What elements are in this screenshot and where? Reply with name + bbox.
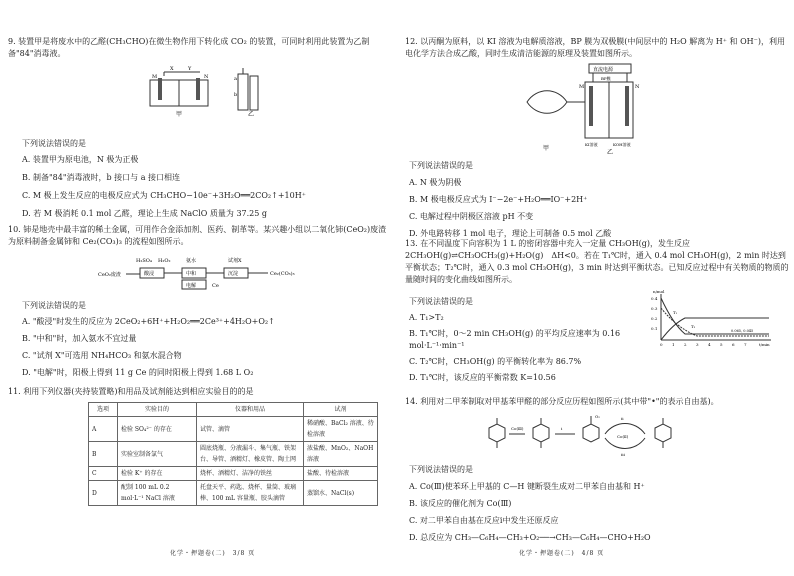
table-row <box>89 417 378 442</box>
question-9-option-a: A. 装置甲为原电池，N 极为正极 <box>22 155 139 164</box>
question-13-prompt: 下列说法错误的是 <box>409 297 473 306</box>
question-9-option-d: D. 若 M 极消耗 0.1 mol 乙醛，理论上生成 NaClO 质量为 37.25 g <box>22 209 268 218</box>
fig12-label-bp: BP膜 <box>601 76 611 81</box>
question-11-stem: 11. 利用下列仪器(夹持装置略)和用品及试剂能达到相应实验目的的是 <box>8 387 254 396</box>
graph-ytick: 0.3 <box>651 306 658 311</box>
table-cell: 盐酸、待检溶液 <box>304 467 378 481</box>
fig14-label-ii: ⅱ <box>621 416 624 421</box>
table-cell: 烧杯、酒精灯、洁净的铁丝 <box>197 467 304 481</box>
fig14-label-o2: O₂ <box>595 414 600 419</box>
question-9-prompt: 下列说法错误的是 <box>22 139 86 148</box>
question-13-option-a: A. T₁>T₂ <box>409 313 444 322</box>
question-14-option-a: A. Co(Ⅲ)使苯环上甲基的 C—H 键断裂生成对二甲苯自由基和 H⁺ <box>409 482 645 491</box>
question-9 <box>8 36 388 60</box>
question-14-prompt: 下列说法错误的是 <box>409 465 473 474</box>
question-10-option-d: D. "电解"时，阳极上得到 11 g Ce 的同时阳极上得到 1.68 L O₂ <box>22 368 254 377</box>
fig14-label-co3: Co(Ⅲ) <box>511 426 524 431</box>
page-footer-right: 化学・押题卷(二) 4/8 页 <box>519 550 605 557</box>
flow-step-6: 电解 <box>186 283 197 289</box>
fig9-label-yi: 乙 <box>248 111 255 118</box>
flow-step-7: Ce <box>212 283 219 289</box>
graph-xtick: 4 <box>708 342 711 347</box>
graph-series-t2: T₂ <box>691 324 696 329</box>
right-column <box>405 0 789 576</box>
flow-step-4: 沉淀 <box>228 271 239 277</box>
graph-xtick: 3 <box>696 342 699 347</box>
fig9-label-x: X <box>170 66 174 72</box>
table-cell: 配制 100 mL 0.2 mol·L⁻¹ NaCl 溶液 <box>118 481 197 506</box>
question-10-flow-chart <box>96 254 336 290</box>
fig14-label-co2: Co(Ⅱ) <box>617 434 629 439</box>
fig9-label-b: b <box>234 92 238 98</box>
graph-ytick: 0.4 <box>651 296 658 301</box>
graph-xtick: 2 <box>684 342 687 347</box>
question-14-option-b: B. 该反应的催化剂为 Co(Ⅲ) <box>409 499 512 508</box>
graph-annotation: 0.065, 0.045 <box>731 329 754 333</box>
question-14 <box>405 396 790 408</box>
table-cell: 圆底烧瓶、分液漏斗、集气瓶、铁架台、导管、酒精灯、橡皮管、陶土网 <box>197 442 304 467</box>
question-13-body <box>409 296 649 384</box>
question-12-option-d: D. 外电路转移 1 mol 电子，理论上可制备 0.5 mol 乙酸 <box>409 229 612 238</box>
question-9-option-c: C. M 极上发生反应的电极反应式为 CH₃CHO−10e⁻+3H₂O══2CO₂↑+10H⁺ <box>22 191 306 200</box>
question-10-option-a: A. "酸浸"时发生的反应为 2CeO₂+6H⁺+H₂O₂══2Ce³⁺+4H₂O+O₂↑ <box>22 317 275 326</box>
question-12 <box>405 36 790 60</box>
fig9-label-y: Y <box>188 66 192 72</box>
table-cell: 稀硝酸、BaCl₂ 溶液、待检溶液 <box>304 417 378 442</box>
fig14-label-iii: ⅲ <box>621 452 625 457</box>
fig12-label-jia: 甲 <box>543 145 550 152</box>
graph-xlabel: t/min <box>759 342 770 347</box>
table-cell: 托盘天平、药匙、烧杯、量筒、玻璃棒、100 mL 容量瓶、胶头滴管 <box>197 481 304 506</box>
flow-reagent-2: H₂O₂ <box>158 258 171 264</box>
question-14-option-d: D. 总反应为 CH₃—C₆H₄—CH₃+O₂──→CH₃—C₆H₄—CHO+H₂O <box>409 533 651 542</box>
question-14-stem: 14. 利用对二甲苯制取对甲基苯甲醛的部分反应历程如图所示(其中带"•"的表示自由基)。 <box>405 397 719 406</box>
question-12-option-b: B. M 极电极反应式为 I⁻−2e⁻+H₂O══IO⁻+2H⁺ <box>409 195 588 204</box>
fig14-label-i: ⅰ <box>561 426 563 431</box>
flow-step-2: 酸浸 <box>144 271 155 277</box>
question-10-option-c: C. "试剂 X"可选用 NH₄HCO₃ 和氨水混合物 <box>22 351 182 360</box>
table-cell: C <box>89 467 118 481</box>
flow-step-1: CeO₂废渣 <box>98 272 121 278</box>
table-cell: 浓盐酸、MnO₂、NaOH 溶液 <box>304 442 378 467</box>
question-9-body <box>22 138 392 220</box>
table-cell: 检验 K⁺ 的存在 <box>118 467 197 481</box>
table-row <box>89 442 378 467</box>
flow-reagent-1: H₂SO₄ <box>136 258 152 264</box>
table-header: 实验目的 <box>118 403 197 417</box>
left-column <box>8 0 388 576</box>
question-9-stem: 9. 装置甲是将废水中的乙醛(CH₃CHO)在微生物作用下转化成 CO₂ 的装置，可同时利用此装置为乙制备"84"消毒液。 <box>8 37 370 58</box>
question-14-body <box>409 464 789 544</box>
flow-reagent-4: 试剂X <box>228 258 242 264</box>
question-10-option-b: B. "中和"时，加入氨水不宜过量 <box>22 334 137 343</box>
table-header-row <box>89 403 378 417</box>
graph-xtick: 6 <box>732 342 735 347</box>
question-10-prompt: 下列说法错误的是 <box>22 301 86 310</box>
question-13-option-b: B. T₁℃时，0～2 min CH₃OH(g) 的平均反应速率为 0.16 mol·L⁻¹·min⁻¹ <box>409 329 621 350</box>
question-13 <box>405 238 790 286</box>
question-10 <box>8 224 388 248</box>
question-12-body <box>409 160 789 240</box>
fig12-label-m: M <box>579 84 585 90</box>
question-12-apparatus-figure <box>497 62 657 158</box>
fig9-label-jia: 甲 <box>176 111 183 118</box>
table-cell: 蒸馏水、NaCl(s) <box>304 481 378 506</box>
graph-xtick: 1 <box>672 342 675 347</box>
question-14-option-c: C. 对二甲苯自由基在反应ⅰ中发生还原反应 <box>409 516 559 525</box>
question-13-option-c: C. T₂℃时，CH₃OH(g) 的平衡转化率为 86.7% <box>409 357 582 366</box>
question-13-option-d: D. T₁℃时，该反应的平衡常数 K=10.56 <box>409 373 556 382</box>
table-header: 仪器和用品 <box>197 403 304 417</box>
table-header: 试剂 <box>304 403 378 417</box>
question-12-option-c: C. 电解过程中阴极区溶液 pH 不变 <box>409 212 534 221</box>
fig9-label-n: N <box>204 74 209 80</box>
fig12-label-ki: KI溶液 <box>585 142 598 147</box>
flow-step-5: Ce₂(CO₃)₃ <box>270 271 295 277</box>
question-11 <box>8 386 388 398</box>
graph-xtick: 7 <box>744 342 747 347</box>
question-14-mechanism-figure <box>475 410 705 464</box>
table-cell: B <box>89 442 118 467</box>
question-12-option-a: A. N 极为阴极 <box>409 178 462 187</box>
fig9-label-m: M <box>152 74 158 80</box>
table-row <box>89 467 378 481</box>
question-13-stem: 13. 在不同温度下向容积为 1 L 的密闭容器中充入一定量 CH₃OH(g)，发生反应 2CH₃OH(g)⇌CH₃OCH₃(g)+H₂O(g) ΔH<0。若在 T₁℃时，通入 0.4 mol CH₃OH(g)，2 min 时达到平衡状态；T₂℃时，通入 0.3 mol CH₃OH(g)，3 min 时达到平衡状态。已知反应过程中有关物质的物质的量随时间的变化曲线如图所示。 <box>405 239 789 284</box>
flow-reagent-3: 氨水 <box>186 258 197 264</box>
fig12-power-label: 直流电源 <box>593 67 614 73</box>
question-12-stem: 12. 以丙酮为原料，以 KI 溶液为电解质溶液，BP 膜为双极膜(中间层中的 H₂O 解离为 H⁺ 和 OH⁻)，利用电化学方法合成乙酸，同时生成清洁能源的原理及装置如图所示。 <box>405 37 785 58</box>
question-10-body <box>22 300 392 379</box>
table-cell: 实验室制备氯气 <box>118 442 197 467</box>
fig12-label-koh: KOH溶液 <box>613 142 631 147</box>
graph-xtick: 0 <box>660 342 663 347</box>
question-11-table <box>88 402 378 506</box>
table-cell: D <box>89 481 118 506</box>
question-10-stem: 10. 铈是地壳中最丰富的稀土金属，可用作合金添加剂、医药、制革等。某兴趣小组以二氧化铈(CeO₂)废渣为原料制备金属铈和 Ce₂(CO₃)₃ 的流程如图所示。 <box>8 225 387 246</box>
graph-ylabel: n/mol <box>653 289 665 294</box>
question-9-apparatus-figure <box>144 66 274 118</box>
graph-ytick: 0.2 <box>651 316 658 321</box>
graph-ytick: 0.1 <box>651 326 658 331</box>
table-row <box>89 481 378 506</box>
table-cell: 检验 SO₄²⁻ 的存在 <box>118 417 197 442</box>
question-13-graph <box>651 288 781 348</box>
page-footer-left: 化学・押题卷(二) 3/8 页 <box>170 550 256 557</box>
fig12-label-yi: 乙 <box>607 149 614 156</box>
fig12-label-n: N <box>635 84 640 90</box>
question-9-option-b: B. 制备"84"消毒液时，b 接口与 a 接口相连 <box>22 173 181 182</box>
graph-series-t1: T₁ <box>673 310 678 315</box>
fig9-label-a: a <box>234 76 237 82</box>
graph-xtick: 5 <box>720 342 723 347</box>
question-12-prompt: 下列说法错误的是 <box>409 161 473 170</box>
table-header: 选项 <box>89 403 118 417</box>
table-cell: 试管、滴管 <box>197 417 304 442</box>
flow-step-3: 中和 <box>186 271 197 277</box>
table-cell: A <box>89 417 118 442</box>
